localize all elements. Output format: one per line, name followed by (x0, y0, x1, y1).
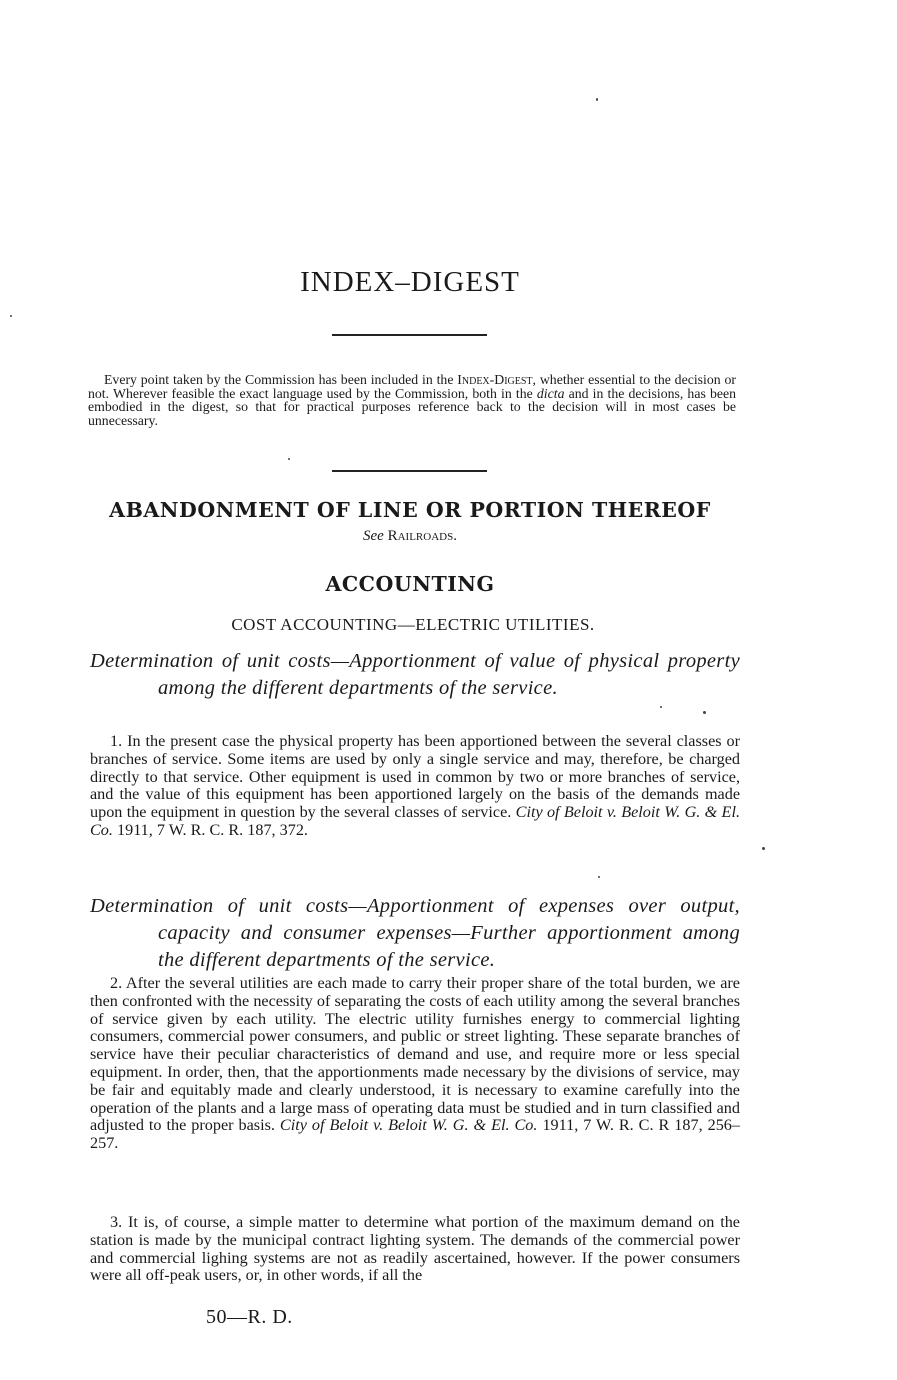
see-word: See (363, 528, 384, 544)
case-name: City of Beloit v. Beloit W. G. & El. Co. (279, 1116, 538, 1135)
digest-paragraph-1 (90, 733, 740, 840)
section-heading-abandonment: ABANDONMENT OF LINE OR PORTION THEREOF (109, 498, 711, 522)
digest-paragraph-2 (90, 975, 740, 1153)
case-name: City of Beloit v. Beloit W. G. & El. Co. (90, 803, 740, 839)
paragraph-text: 3. It is, of course, a simple matter to determine what portion of the maximum demand on the station is made by the municipal contract lighting system. The demands of the commercial power and commercial lighing systems are not as readily ascertained, however. If the power consumers were all off-peak users, or, in other words, if all the (90, 1213, 740, 1285)
speck-mark (288, 458, 290, 460)
subsection-heading: COST ACCOUNTING—ELECTRIC UTILITIES. (231, 615, 595, 634)
topic-heading-2: Determination of unit costs—Apportionment of expenses over output, capacity and consumer expenses—Further apportionment among the different departments of the service. (90, 895, 740, 971)
digest-paragraph-3 (90, 1214, 740, 1285)
page-title: INDEX–DIGEST (300, 266, 520, 298)
intro-paragraph (88, 373, 736, 427)
intro-text-after: and in the decisions, has been embodied in the digest, so that for practical purposes reference back to the decision will in most cases be unnecessary. (88, 385, 737, 428)
case-citation: 1911, 7 W. R. C. R 187, 256–257. (90, 1116, 740, 1153)
speck-mark (660, 706, 662, 708)
speck-mark (10, 315, 12, 317)
speck-mark (598, 876, 600, 878)
speck-mark (762, 847, 765, 850)
dicta-word: dicta (536, 385, 565, 401)
speck-mark (596, 98, 598, 101)
folio-signature: 50—R. D. (206, 1306, 293, 1328)
topic-heading-1: Determination of unit costs—Apportionment of value of physical property among the different departments of the service. (90, 650, 740, 699)
divider-rule (332, 334, 487, 336)
speck-mark (703, 711, 706, 714)
case-citation: 1911, 7 W. R. C. R. 187, 372. (112, 820, 308, 839)
paragraph-text: 2. After the several utilities are each made to carry their proper share of the total burden, we are then confronted with the necessity of separating the costs of each utility among the several branches of service given by each utility. The electric utility furnishes energy to commercial lighting consumers, commercial power consumers, and public or street lighting. These separate branches of service have their peculiar characteristics of demand and use, and require more or less special equipment. In order, then, that the apportionments made necessary by the divisions of service, may be fair and equitably made and clearly understood, it is necessary to examine carefully into the operation of the plants and a large mass of operating data must be studied and in turn classified and adjusted to the proper basis. (90, 974, 740, 1135)
index-digest-reference: Index-Digest (457, 372, 533, 387)
see-reference-target: Railroads. (387, 528, 457, 544)
section-heading-accounting: ACCOUNTING (325, 572, 495, 596)
divider-rule (332, 470, 487, 472)
intro-text-before: Every point taken by the Commission has been included in the (104, 372, 458, 387)
see-reference (0, 528, 820, 545)
paragraph-text: 1. In the present case the physical property has been apportioned between the several classes or branches of service. Some items are used by only a single service and may, therefore, be charged directly to that service. Other equipment is used in common by two or more branches of service, and the value of this equipment has been apportioned largely on the basis of the demands made upon the equipment in question by the several classes of service. (90, 732, 740, 822)
intro-text-mid: , whether essential to the decision or not. Wherever feasible the exact language used by the Commission, both in the (88, 372, 736, 401)
